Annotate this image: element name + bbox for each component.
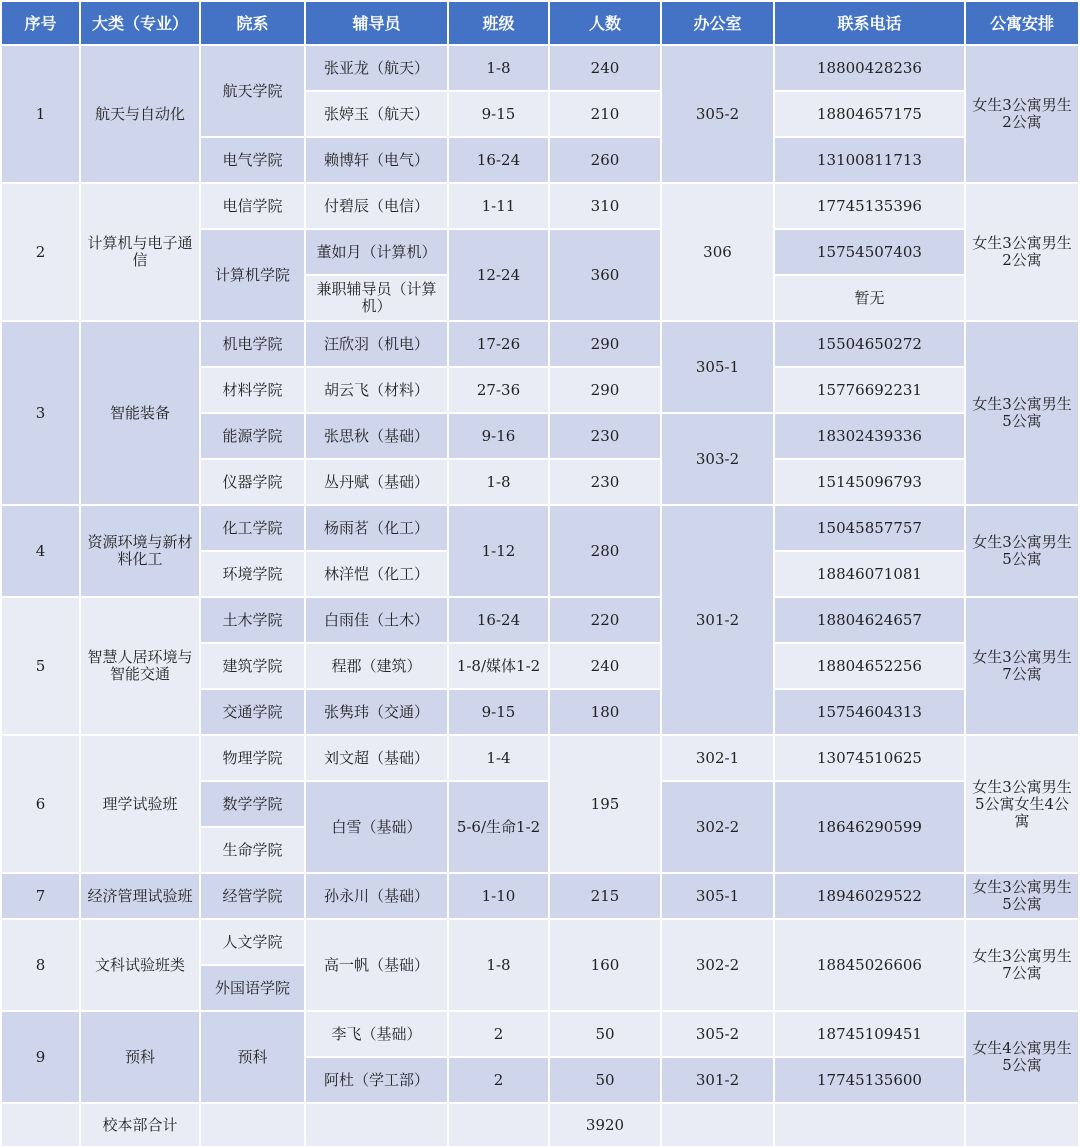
counselor-cell: 高一帆（基础）: [305, 919, 448, 1011]
counselor-cell: 杨雨茗（化工）: [305, 505, 448, 551]
counselor-cell: 汪欣羽（机电）: [305, 321, 448, 367]
phone-cell: 13074510625: [774, 735, 965, 781]
housing-cell: 女生3公寓男生2公寓: [965, 183, 1079, 321]
group-number: 1: [1, 45, 80, 183]
group-category: 智慧人居环境与智能交通: [80, 597, 200, 735]
total-counselor-cell: [305, 1103, 448, 1147]
table-row: [1, 45, 1079, 91]
header-row: [1, 1, 1079, 45]
group-number: 5: [1, 597, 80, 735]
count-cell: 215: [549, 873, 661, 919]
counselor-cell: 李飞（基础）: [305, 1011, 448, 1057]
group-category: 理学试验班: [80, 735, 200, 873]
total-phone-cell: [774, 1103, 965, 1147]
count-cell: 210: [549, 91, 661, 137]
class-cell: 16-24: [448, 597, 549, 643]
count-cell: 290: [549, 367, 661, 413]
phone-cell: 15754604313: [774, 689, 965, 735]
phone-cell: 17745135600: [774, 1057, 965, 1103]
phone-cell: 15754507403: [774, 229, 965, 275]
dept-cell: 机电学院: [200, 321, 305, 367]
class-cell: 2: [448, 1057, 549, 1103]
count-cell: 360: [549, 229, 661, 321]
counselor-cell: 兼职辅导员（计算机）: [305, 275, 448, 321]
office-cell: 305-1: [661, 321, 774, 413]
class-cell: 5-6/生命1-2: [448, 781, 549, 873]
class-cell: 1-8: [448, 459, 549, 505]
table-row: [1, 505, 1079, 551]
counselor-cell: 白雨佳（土木）: [305, 597, 448, 643]
office-cell: 302-2: [661, 781, 774, 873]
header-category: 大类（专业）: [80, 1, 200, 45]
count-cell: 180: [549, 689, 661, 735]
dept-cell: 物理学院: [200, 735, 305, 781]
housing-cell: 女生4公寓男生5公寓: [965, 1011, 1079, 1103]
total-number-cell: [1, 1103, 80, 1147]
dept-cell: 能源学院: [200, 413, 305, 459]
counselor-cell: 刘文超（基础）: [305, 735, 448, 781]
housing-cell: 女生3公寓男生2公寓: [965, 45, 1079, 183]
total-class-cell: [448, 1103, 549, 1147]
header-housing: 公寓安排: [965, 1, 1079, 45]
count-cell: 195: [549, 735, 661, 873]
counselor-cell: 董如月（计算机）: [305, 229, 448, 275]
office-cell: 305-2: [661, 1011, 774, 1057]
dept-cell: 土木学院: [200, 597, 305, 643]
class-cell: 1-8: [448, 919, 549, 1011]
table-row: [1, 183, 1079, 229]
count-cell: 50: [549, 1011, 661, 1057]
phone-cell: 18804657175: [774, 91, 965, 137]
count-cell: 290: [549, 321, 661, 367]
dept-cell: 计算机学院: [200, 229, 305, 321]
count-cell: 220: [549, 597, 661, 643]
housing-cell: 女生3公寓男生7公寓: [965, 919, 1079, 1011]
table-row: [1, 735, 1079, 781]
office-cell: 302-2: [661, 919, 774, 1011]
dept-cell: 电气学院: [200, 137, 305, 183]
table-row: [1, 321, 1079, 367]
counselor-cell: 张思秋（基础）: [305, 413, 448, 459]
dept-cell: 电信学院: [200, 183, 305, 229]
phone-cell: 暂无: [774, 275, 965, 321]
group-number: 8: [1, 919, 80, 1011]
group-category: 计算机与电子通信: [80, 183, 200, 321]
class-cell: 1-10: [448, 873, 549, 919]
count-cell: 230: [549, 459, 661, 505]
header-phone: 联系电话: [774, 1, 965, 45]
table-row: [1, 597, 1079, 643]
group-category: 智能装备: [80, 321, 200, 505]
header-dept: 院系: [200, 1, 305, 45]
group-number: 3: [1, 321, 80, 505]
group-number: 4: [1, 505, 80, 597]
office-cell: 305-1: [661, 873, 774, 919]
total-office-cell: [661, 1103, 774, 1147]
header-counselor: 辅导员: [305, 1, 448, 45]
class-cell: 9-16: [448, 413, 549, 459]
group-number: 9: [1, 1011, 80, 1103]
dept-cell: 仪器学院: [200, 459, 305, 505]
dept-cell: 材料学院: [200, 367, 305, 413]
counselor-cell: 张婷玉（航天）: [305, 91, 448, 137]
table-row: [1, 873, 1079, 919]
group-category: 预科: [80, 1011, 200, 1103]
class-cell: 2: [448, 1011, 549, 1057]
group-category: 航天与自动化: [80, 45, 200, 183]
phone-cell: 17745135396: [774, 183, 965, 229]
dept-cell: 人文学院: [200, 919, 305, 965]
total-count: 3920: [549, 1103, 661, 1147]
phone-cell: 18745109451: [774, 1011, 965, 1057]
dept-cell: 数学学院: [200, 781, 305, 827]
dept-cell: 生命学院: [200, 827, 305, 873]
housing-cell: 女生3公寓男生5公寓: [965, 873, 1079, 919]
class-cell: 1-4: [448, 735, 549, 781]
dept-cell: 化工学院: [200, 505, 305, 551]
count-cell: 240: [549, 643, 661, 689]
count-cell: 280: [549, 505, 661, 597]
group-category: 文科试验班类: [80, 919, 200, 1011]
phone-cell: 15045857757: [774, 505, 965, 551]
class-cell: 12-24: [448, 229, 549, 321]
dept-cell: 外国语学院: [200, 965, 305, 1011]
phone-cell: 18804624657: [774, 597, 965, 643]
phone-cell: 18302439336: [774, 413, 965, 459]
count-cell: 50: [549, 1057, 661, 1103]
class-cell: 27-36: [448, 367, 549, 413]
count-cell: 160: [549, 919, 661, 1011]
housing-cell: 女生3公寓男生7公寓: [965, 597, 1079, 735]
group-number: 2: [1, 183, 80, 321]
phone-cell: 18646290599: [774, 781, 965, 873]
header-no: 序号: [1, 1, 80, 45]
counselor-cell: 胡云飞（材料）: [305, 367, 448, 413]
counselor-cell: 张隽玮（交通）: [305, 689, 448, 735]
class-cell: 1-11: [448, 183, 549, 229]
dept-cell: 环境学院: [200, 551, 305, 597]
total-label: 校本部合计: [80, 1103, 200, 1147]
count-cell: 260: [549, 137, 661, 183]
phone-cell: 15504650272: [774, 321, 965, 367]
phone-cell: 18800428236: [774, 45, 965, 91]
class-cell: 1-12: [448, 505, 549, 597]
table-row: [1, 1011, 1079, 1057]
class-cell: 17-26: [448, 321, 549, 367]
office-cell: 305-2: [661, 45, 774, 183]
dept-cell: 交通学院: [200, 689, 305, 735]
count-cell: 240: [549, 45, 661, 91]
count-cell: 310: [549, 183, 661, 229]
total-row: [1, 1103, 1079, 1147]
counselor-cell: 付碧辰（电信）: [305, 183, 448, 229]
phone-cell: 15145096793: [774, 459, 965, 505]
count-cell: 230: [549, 413, 661, 459]
counselor-cell: 林洋恺（化工）: [305, 551, 448, 597]
counselor-cell: 阿杜（学工部）: [305, 1057, 448, 1103]
counselor-cell: 孙永川（基础）: [305, 873, 448, 919]
dept-cell: 航天学院: [200, 45, 305, 137]
housing-cell: 女生3公寓男生5公寓: [965, 505, 1079, 597]
class-cell: 1-8/媒体1-2: [448, 643, 549, 689]
class-cell: 1-8: [448, 45, 549, 91]
office-cell: 306: [661, 183, 774, 321]
counselor-cell: 赖博轩（电气）: [305, 137, 448, 183]
group-number: 7: [1, 873, 80, 919]
dept-cell: 建筑学院: [200, 643, 305, 689]
dept-cell: 经管学院: [200, 873, 305, 919]
office-cell: 302-1: [661, 735, 774, 781]
counselor-cell: 张亚龙（航天）: [305, 45, 448, 91]
phone-cell: 18804652256: [774, 643, 965, 689]
counselor-cell: 程郡（建筑）: [305, 643, 448, 689]
header-count: 人数: [549, 1, 661, 45]
office-cell: 301-2: [661, 1057, 774, 1103]
header-class: 班级: [448, 1, 549, 45]
total-housing-cell: [965, 1103, 1079, 1147]
group-number: 6: [1, 735, 80, 873]
counselor-cell: 丛丹赋（基础）: [305, 459, 448, 505]
group-category: 资源环境与新材料化工: [80, 505, 200, 597]
phone-cell: 13100811713: [774, 137, 965, 183]
housing-cell: 女生3公寓男生5公寓女生4公寓: [965, 735, 1079, 873]
group-category: 经济管理试验班: [80, 873, 200, 919]
dept-cell: 预科: [200, 1011, 305, 1103]
office-cell: 303-2: [661, 413, 774, 505]
phone-cell: 15776692231: [774, 367, 965, 413]
header-office: 办公室: [661, 1, 774, 45]
phone-cell: 18845026606: [774, 919, 965, 1011]
total-dept-cell: [200, 1103, 305, 1147]
class-cell: 9-15: [448, 91, 549, 137]
class-cell: 9-15: [448, 689, 549, 735]
housing-cell: 女生3公寓男生5公寓: [965, 321, 1079, 505]
class-cell: 16-24: [448, 137, 549, 183]
office-cell: 301-2: [661, 505, 774, 735]
table-row: [1, 919, 1079, 965]
phone-cell: 18946029522: [774, 873, 965, 919]
counselor-cell: 白雪（基础）: [305, 781, 448, 873]
phone-cell: 18846071081: [774, 551, 965, 597]
